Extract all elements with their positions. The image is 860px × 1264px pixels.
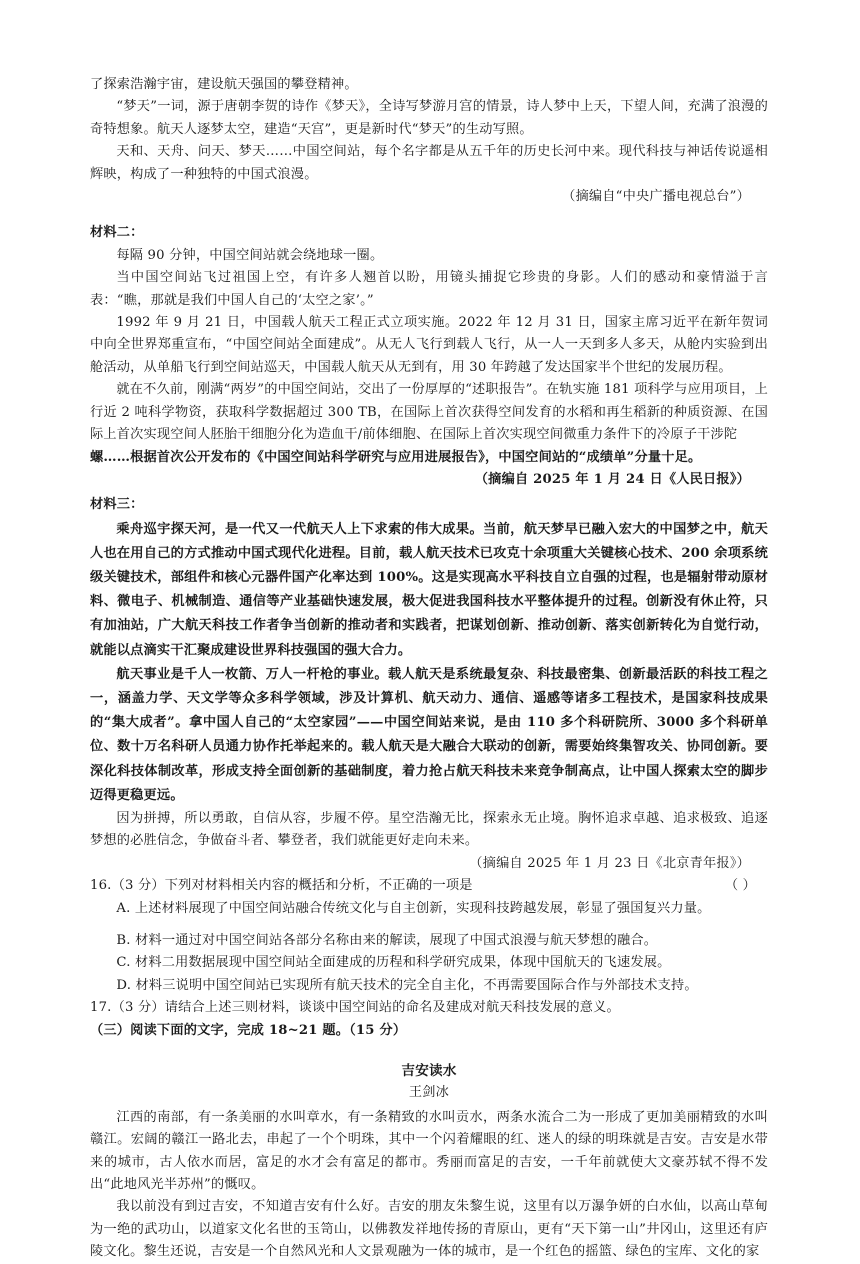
material-two xyxy=(90,222,768,491)
material-two-paragraph: 每隔 90 分钟，中国空间站就会绕地球一圈。 xyxy=(116,247,384,263)
option-d: D. 材料三说明中国空间站已实现所有航天技术的完全自主化，不再需要国际合作与外部技术支持。 xyxy=(116,977,698,993)
material-one-paragraph: “梦天”一词，源于唐朝李贺的诗作《梦天》，全诗写梦游月宫的情景，诗人梦中上天，下望人间，充满了浪漫的奇特想象。航天人逐梦太空，建造“天宫”，更是新时代“梦天”的生动写照。 xyxy=(90,99,768,137)
material-two-paragraph-end: 螺……根据首次公开发布的《中国空间站科学研究与应用进展报告》，中国空间站的“成绩单”分量十足。 xyxy=(90,449,702,465)
article-paragraph: 江西的南部，有一条美丽的水叫章水，有一条精致的水叫贡水，两条水流合二为一形成了更加美丽精致的水叫赣江。宏阔的赣江一路北去，串起了一个个明珠，其中一个闪着耀眼的红、迷人的绿的明珠就是吉安。吉安是水带来的城市，古人依水而居，富足的水才会有富足的都市。秀丽而富足的吉安，一千年前就使大文豪苏轼不得不发出“此地风光半苏州”的慨叹。 xyxy=(90,1109,768,1193)
article-author: 王剑冰 xyxy=(408,1085,450,1101)
material-three-paragraph: 航天事业是千人一枚箭、万人一杆枪的事业。载人航天是系统最复杂、科技最密集、创新最活跃的科技工程之一，涵盖力学、天文学等众多科学领域，涉及计算机、航天动力、通信、遥感等诸多工程技术，是国家科技成果的“集大成者”。拿中国人自己的“太空家园”——中国空间站来说，是由 110 多个科研院所、3000 多个科研单位、数十万名科研人员通力协作托举起来的。载人航天是大融合大联动的创新，需要始终集智攻关、协同创新。要深化科技体制改革，形成支持全面创新的基础制度，着力抢占航天科技未来竞争制高点，让中国人探索太空的脚步迈得更稳更远。 xyxy=(90,666,768,803)
material-two-paragraph: 就在不久前，刚满“两岁”的中国空间站，交出了一份厚厚的“述职报告”。在轨实施 181 项科学与应用项目，上行近 2 吨科学物资，获取科学数据超过 300 TB，在国际上首次获得空间发育的水稻和再生稻新的种质资源、在国际上首次实现空间人胚胎干细胞分化为造血干/前体细胞、在国际上首次实现空间微重力条件下的冷原子干涉陀 xyxy=(90,382,768,443)
option-a: A. 上述材料展现了中国空间站融合传统文化与自主创新，实现科技跨越发展，彰显了强国复兴力量。 xyxy=(116,900,711,916)
material-three-paragraph: 乘舟巡宇探天河，是一代又一代航天人上下求索的伟大成果。当前，航天梦早已融入宏大的中国梦之中，航天人也在用自己的方式推动中国式现代化进程。目前，载人航天技术已攻克十余项重大关键核心技术、200 余项系统级关键技术，部组件和核心元器件国产化率达到 100%。这是实现高水平科技自立自强的过程，也是辐射带动原材料、微电子、机械制造、通信等产业基础快速发展，极大促进我国科技水平整体提升的过程。创新没有休止符，只有加油站，广大航天科技工作者争当创新的推动者和实践者，把谋划创新、推动创新、落实创新转化为自觉行动，就能以点滴实干汇聚成建设世界科技强国的强大合力。 xyxy=(90,521,768,658)
material-three-source: （摘编自 2025 年 1 月 23 日《北京青年报》） xyxy=(469,855,750,871)
answer-blank: （ ） xyxy=(724,878,756,894)
material-two-paragraph: 1992 年 9 月 21 日，中国载人航天工程正式立项实施。2022 年 12 月 31 日，国家主席习近平在新年贺词中向全世界郑重宣布，“中国空间站全面建成”。从无人飞行到载人飞行，从一人一天到多人多天，从舱内实验到出舱活动，从单船飞行到空间站巡天，中国载人航天从无到有，用 30 年跨越了发达国家半个世纪的发展历程。 xyxy=(90,315,768,375)
question-17 xyxy=(90,997,768,1019)
material-three-paragraph: 因为拼搏，所以勇敢，自信从容，步履不停。星空浩瀚无比，探索永无止境。胸怀追求卓越、追求极致、追逐梦想的必胜信念，争做奋斗者、攀登者，我们就能更好走向未来。 xyxy=(90,810,768,849)
question-16 xyxy=(90,875,768,997)
question-17-stem: 17.（3 分）请结合上述三则材料，谈谈中国空间站的命名及建成对航天科技发展的意义。 xyxy=(90,1000,620,1016)
question-16-stem xyxy=(90,875,768,897)
material-one xyxy=(90,74,768,208)
option-c: C. 材料二用数据展现中国空间站全面建成的历程和科学研究成果，体现中国航天的飞速发展。 xyxy=(116,955,671,971)
article-paragraph: 我以前没有到过吉安，不知道吉安有什么好。吉安的朋友朱黎生说，这里有以万瀑争妍的白水仙，以高山草甸为一绝的武功山，以道家文化名世的玉笥山，以佛教发祥地传扬的青原山，更有“天下第一山”井冈山，这里还有庐陵文化。黎生还说，吉安是一个自然风光和人文景观融为一体的城市，是一个红色的摇篮、绿色的宝库、文化的家 xyxy=(90,1199,768,1260)
material-one-paragraph: 了探索浩瀚宇宙，建设航天强国的攀登精神。 xyxy=(90,77,358,92)
material-three-heading: 材料三： xyxy=(90,497,144,513)
material-one-source: （摘编自“中央广播电视总台”） xyxy=(562,189,750,205)
material-one-paragraph: 天和、天舟、问天、梦天……中国空间站，每个名字都是从五千年的历史长河中来。现代科技与神话传说遥相辉映，构成了一种独特的中国式浪漫。 xyxy=(90,144,768,182)
material-two-heading: 材料二： xyxy=(90,225,144,241)
material-two-source: （摘编自 2025 年 1 月 24 日《人民日报》） xyxy=(474,471,750,487)
article-title: 吉安读水 xyxy=(401,1063,457,1080)
article xyxy=(90,1060,768,1264)
option-b: B. 材料一通过对中国空间站各部分名称由来的解读，展现了中国式浪漫与航天梦想的融合。 xyxy=(116,932,658,948)
question-16-text: 16.（3 分）下列对材料相关内容的概括和分析，不正确的一项是 xyxy=(90,878,473,894)
material-three xyxy=(90,493,768,875)
section-three-heading: （三）阅读下面的文字，完成 18~21 题。（15 分） xyxy=(90,1022,407,1038)
material-two-paragraph: 当中国空间站飞过祖国上空，有许多人翘首以盼，用镜头捕捉它珍贵的身影。人们的感动和豪情溢于言表：“瞧，那就是我们中国人自己的‘太空之家’。” xyxy=(90,270,768,308)
